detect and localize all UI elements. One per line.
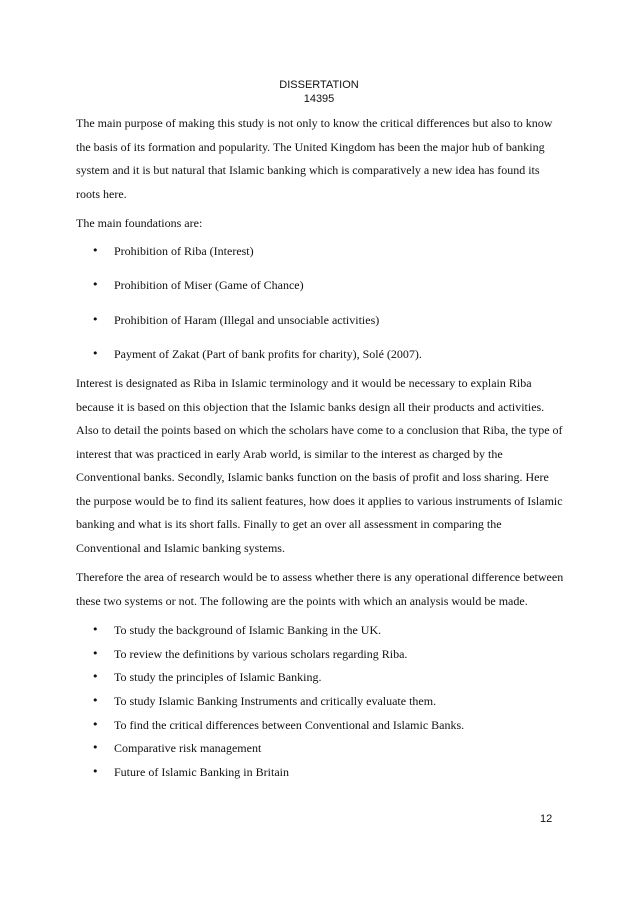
list-item — [76, 764, 566, 788]
list-item-text: Prohibition of Riba (Interest) — [114, 243, 254, 258]
page-number: 12 — [540, 813, 553, 825]
list-item — [76, 646, 566, 670]
list-item — [76, 622, 566, 646]
list-item-text: To study Islamic Banking Instruments and critically evaluate them. — [114, 694, 437, 709]
header-title: DISSERTATION — [279, 79, 359, 91]
bullet-icon: • — [92, 765, 99, 779]
interest-paragraph: Interest is designated as Riba in Islamic terminology and it would be necessary to explain Riba because it is based on this objection that the Islamic banks design all their products and activities. Also to detail the points based on which the scholars have come to a conclusion that Riba, the type of interest that was practiced in early Arab world, is similar to the interest as charged by the Conventional banks. Secondly, Islamic banks function on the basis of profit and loss sharing. Here the purpose would be to find its salient features, how does it applies to various instruments of Islamic banking and what is its short falls. Finally to get an over all assessment in comparing the Conventional and Islamic banking systems. — [76, 376, 563, 555]
foundations-list — [76, 243, 566, 367]
bullet-icon: • — [92, 670, 99, 684]
research-area-paragraph: Therefore the area of research would be to assess whether there is any operational difference between these two systems or not. The following are the points with which an analysis would be made. — [76, 570, 564, 608]
list-item-text: Comparative risk management — [114, 741, 262, 756]
list-item — [76, 243, 566, 278]
header-id: 14395 — [303, 93, 335, 105]
list-item-text: To study the principles of Islamic Banking. — [114, 670, 322, 685]
analysis-points-list — [76, 622, 566, 788]
bullet-icon: • — [92, 741, 99, 755]
list-item-text: To review the definitions by various scholars regarding Riba. — [114, 646, 408, 661]
bullet-icon: • — [92, 278, 99, 291]
list-item — [76, 669, 566, 693]
bullet-icon: • — [92, 312, 99, 326]
bullet-icon: • — [92, 694, 99, 708]
bullet-icon: • — [92, 347, 99, 360]
document-body — [76, 112, 566, 788]
bullet-icon: • — [92, 623, 99, 636]
bullet-icon: • — [92, 717, 99, 731]
list-item — [76, 312, 566, 347]
bullet-icon: • — [92, 646, 99, 660]
list-item-text: Payment of Zakat (Part of bank profits for charity), Solé (2007). — [114, 347, 422, 361]
list-item — [76, 277, 566, 312]
list-item-text: Prohibition of Haram (Illegal and unsociable activities) — [114, 312, 380, 327]
list-item-text: To find the critical differences between Conventional and Islamic Banks. — [114, 717, 465, 732]
list-item — [76, 346, 566, 366]
list-item-text: Prohibition of Miser (Game of Chance) — [114, 278, 304, 292]
list-item — [76, 693, 566, 717]
list-item — [76, 717, 566, 741]
list-item — [76, 740, 566, 764]
list-item-text: Future of Islamic Banking in Britain — [114, 765, 289, 780]
bullet-icon: • — [92, 243, 99, 257]
foundations-intro: The main foundations are: — [76, 216, 203, 230]
list-item-text: To study the background of Islamic Banking in the UK. — [114, 623, 382, 637]
intro-paragraph: The main purpose of making this study is not only to know the critical differences but also to know the basis of its formation and popularity. The United Kingdom has been the major hub of banking system and it is but natural that Islamic banking which is comparatively a new idea has found its roots here. — [76, 116, 553, 201]
